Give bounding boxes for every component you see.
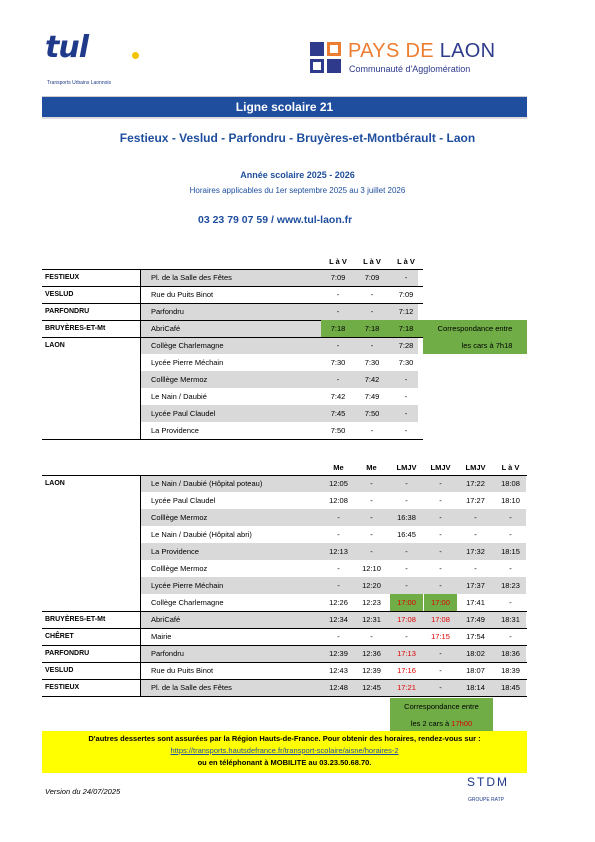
stop-name: Rue du Puits Binot (151, 666, 214, 675)
time-cell: - (404, 409, 408, 418)
table-row (42, 492, 527, 509)
time-cell: - (336, 341, 340, 350)
time-cell: 7:49 (364, 392, 380, 401)
time-cell: - (509, 513, 512, 522)
time-cell: - (439, 564, 442, 573)
time-cell: - (370, 547, 373, 556)
table-row (42, 560, 527, 577)
commune-name: VESLUD (45, 291, 74, 298)
column-separator (140, 492, 141, 509)
time-cell: - (439, 666, 442, 675)
time-cell: - (439, 513, 442, 522)
stop-name: Rue du Puits Binot (151, 290, 214, 299)
footer-link[interactable]: https://transports.hautsdefrance.fr/transport-scolaire/aisne/horaires-2 (170, 746, 399, 755)
stop-name: Collège Charlemagne (151, 598, 224, 607)
time-cell: 12:45 (362, 683, 381, 692)
column-header: LMJV (396, 463, 417, 472)
stop-name: Colllège Mermoz (151, 375, 208, 384)
time-cell: - (404, 426, 408, 435)
time-cell: 17:49 (466, 615, 485, 624)
column-separator (140, 679, 141, 696)
time-cell: - (439, 683, 442, 692)
connection-note-line-1: Correspondance entre (437, 324, 513, 333)
column-separator (140, 577, 141, 594)
version-date: Version du 24/07/2025 (45, 787, 121, 796)
time-cell: - (405, 547, 408, 556)
time-cell: - (404, 375, 408, 384)
time-cell: - (439, 547, 442, 556)
time-cell: 17:37 (466, 581, 485, 590)
time-cell: 18:02 (466, 649, 485, 658)
stop-name: Mairie (151, 632, 172, 641)
commune-name: LAON (45, 480, 65, 487)
time-cell: - (405, 479, 408, 488)
table-row (42, 577, 527, 594)
stop-name: Lycée Paul Claudel (151, 409, 216, 418)
connection-note (423, 320, 527, 354)
commune-name: FESTIEUX (45, 684, 80, 691)
time-cell: - (370, 632, 373, 641)
time-cell: 12:23 (362, 598, 381, 607)
time-cell: 7:18 (389, 320, 423, 337)
time-cell: 17:22 (466, 479, 485, 488)
time-cell: 18:39 (501, 666, 520, 675)
timetable-aller (42, 256, 527, 446)
column-separator (140, 371, 141, 388)
stop-name: Pl. de la Salle des Fêtes (151, 683, 232, 692)
time-cell: 7:18 (321, 320, 355, 337)
column-header: L à V (363, 257, 381, 266)
table-row (42, 543, 527, 560)
time-cell: - (404, 392, 408, 401)
column-separator (140, 543, 141, 560)
table-row (42, 337, 423, 354)
time-cell: 7:12 (398, 307, 414, 316)
column-header: L à V (501, 463, 520, 472)
time-cell: 12:43 (329, 666, 348, 675)
table-row (42, 269, 423, 286)
table-row (42, 354, 423, 371)
footer-info (42, 731, 527, 773)
time-cell: - (370, 530, 373, 539)
connection-note-text: les 2 cars à (410, 719, 452, 728)
time-cell: - (337, 564, 340, 573)
column-separator (140, 405, 141, 422)
column-separator (140, 422, 141, 439)
time-cell: 12:13 (329, 547, 348, 556)
footer-line-1: D'autres dessertes sont assurées par la Région Hauts-de-France. Pour obtenir des horaires, rendez-vous sur : (88, 734, 481, 743)
stop-name: Colllège Mermoz (151, 513, 208, 522)
commune-name: PARFONDRU (45, 650, 90, 657)
time-cell: - (509, 632, 512, 641)
time-cell: 18:10 (501, 496, 520, 505)
time-cell: - (336, 290, 340, 299)
connection-note-line-2: les cars à 7h18 (461, 341, 513, 350)
time-cell: - (337, 581, 340, 590)
time-cell: - (337, 530, 340, 539)
column-header: LMJV (430, 463, 451, 472)
time-cell: - (336, 307, 340, 316)
time-cell: 7:09 (364, 273, 380, 282)
time-cell: 17:15 (431, 632, 450, 641)
time-cell: - (439, 496, 442, 505)
time-cell: 17:16 (397, 666, 416, 675)
table-row (42, 405, 423, 422)
connection-note (390, 698, 493, 732)
school-year: Année scolaire 2025 - 2026 (240, 170, 355, 180)
time-cell: 17:00 (390, 594, 423, 611)
time-cell: - (509, 530, 512, 539)
column-separator (140, 337, 141, 354)
column-separator (140, 594, 141, 611)
table-row (42, 628, 527, 645)
time-cell: 18:07 (466, 666, 485, 675)
time-cell: - (474, 513, 477, 522)
table-row (42, 388, 423, 405)
time-cell: 12:39 (362, 666, 381, 675)
table-row (42, 320, 423, 337)
stop-name: AbriCafé (151, 324, 181, 333)
stdm-logo-subtitle: GROUPE RATP (468, 797, 505, 803)
pays-de-laon-mark-icon (310, 42, 342, 74)
time-cell: 7:50 (364, 409, 380, 418)
column-separator (140, 475, 141, 492)
commune-name: LAON (45, 342, 65, 349)
column-separator (140, 645, 141, 662)
time-cell: 7:50 (330, 426, 346, 435)
time-cell: - (370, 496, 373, 505)
stop-name: Parfondru (151, 649, 184, 658)
time-cell: - (439, 649, 442, 658)
tul-logo (45, 30, 145, 90)
column-separator (140, 611, 141, 628)
column-header: Me (333, 463, 344, 472)
column-header: LMJV (465, 463, 486, 472)
table-row (42, 422, 423, 439)
time-cell: 12:08 (329, 496, 348, 505)
time-cell: 12:10 (362, 564, 381, 573)
table-row (42, 645, 527, 662)
timetable-retour (42, 462, 527, 728)
time-cell: 18:23 (501, 581, 520, 590)
time-cell: - (370, 290, 374, 299)
table-row (42, 662, 527, 679)
time-cell: 7:09 (330, 273, 346, 282)
time-cell: 17:41 (466, 598, 485, 607)
time-cell: 18:15 (501, 547, 520, 556)
time-cell: - (370, 426, 374, 435)
column-header: Me (366, 463, 377, 472)
pays-de-laon-logo (310, 42, 530, 80)
stop-name: Pl. de la Salle des Fêtes (151, 273, 232, 282)
time-cell: - (405, 564, 408, 573)
table-bottom-line (42, 439, 423, 440)
column-separator (140, 509, 141, 526)
time-cell: - (370, 341, 374, 350)
time-cell: 16:45 (397, 530, 416, 539)
commune-name: CHÊRET (45, 633, 74, 640)
time-cell: 7:42 (330, 392, 346, 401)
time-cell: 12:05 (329, 479, 348, 488)
route-title: Festieux - Veslud - Parfondru - Bruyères-et-Montbérault - Laon (119, 131, 476, 145)
time-cell: - (404, 273, 408, 282)
time-cell: - (474, 530, 477, 539)
line-title: Ligne scolaire 21 (42, 96, 527, 119)
time-cell: 17:21 (397, 683, 416, 692)
tul-logo-dot (132, 52, 139, 59)
column-separator (140, 526, 141, 543)
time-cell: 7:18 (355, 320, 389, 337)
time-cell: 12:26 (329, 598, 348, 607)
time-cell: - (439, 530, 442, 539)
column-separator (140, 628, 141, 645)
commune-name: BRUYÈRES-ET-Mt (45, 325, 106, 332)
time-cell: - (370, 307, 374, 316)
stop-name: Lycée Pierre Méchain (151, 358, 224, 367)
table-row (42, 371, 423, 388)
pays-de-laon-subtitle: Communauté d'Agglomération (349, 64, 471, 74)
time-cell: 12:39 (329, 649, 348, 658)
stop-name: Le Nain / Daubié (Hôpital abri) (151, 530, 252, 539)
time-cell: 18:31 (501, 615, 520, 624)
time-cell: - (439, 581, 442, 590)
stop-name: Colllège Mermoz (151, 564, 208, 573)
column-separator (140, 303, 141, 320)
time-cell: - (439, 479, 442, 488)
time-cell: 12:31 (362, 615, 381, 624)
time-cell: - (336, 375, 340, 384)
stop-name: Le Nain / Daubié (151, 392, 207, 401)
validity-dates: Horaires applicables du 1er septembre 2025 au 3 juillet 2026 (189, 186, 406, 195)
time-cell: - (474, 564, 477, 573)
time-cell: - (405, 496, 408, 505)
time-cell: 18:36 (501, 649, 520, 658)
table-row (42, 509, 527, 526)
column-separator (140, 269, 141, 286)
stop-name: AbriCafé (151, 615, 181, 624)
time-cell: 7:30 (364, 358, 380, 367)
time-cell: 16:38 (397, 513, 416, 522)
time-cell: 17:32 (466, 547, 485, 556)
commune-name: BRUYÈRES-ET-Mt (45, 616, 106, 623)
column-header: L à V (329, 257, 347, 266)
time-cell: - (509, 598, 512, 607)
tul-logo-subtitle: Transports Urbains Laonnois (47, 80, 112, 86)
time-cell: 17:00 (424, 594, 457, 611)
time-cell: 12:34 (329, 615, 348, 624)
time-cell: 12:20 (362, 581, 381, 590)
commune-name: VESLUD (45, 667, 74, 674)
time-cell: 7:09 (398, 290, 414, 299)
time-cell: 7:28 (398, 341, 414, 350)
connection-note-time: 17h00 (451, 719, 473, 728)
table-row (42, 475, 527, 492)
time-cell: 18:14 (466, 683, 485, 692)
commune-name: PARFONDRU (45, 308, 90, 315)
time-cell: - (370, 479, 373, 488)
time-cell: - (370, 513, 373, 522)
stop-name: Lycée Paul Claudel (151, 496, 216, 505)
time-cell: 17:27 (466, 496, 485, 505)
tul-logo-word: tul (45, 30, 88, 65)
time-cell: - (405, 581, 408, 590)
table-row (42, 286, 423, 303)
time-cell: 7:30 (398, 358, 414, 367)
table-bottom-line (42, 696, 527, 697)
table-row (42, 526, 527, 543)
stop-name: Parfondru (151, 307, 184, 316)
time-cell: 7:45 (330, 409, 346, 418)
stop-name: Le Nain / Daubié (Hôpital poteau) (151, 479, 263, 488)
connection-note-line-1: Correspondance entre (404, 702, 479, 711)
stop-name: Collège Charlemagne (151, 341, 224, 350)
column-separator (140, 388, 141, 405)
column-separator (140, 286, 141, 303)
table-row (42, 611, 527, 628)
table-row (42, 679, 527, 696)
time-cell: 17:54 (466, 632, 485, 641)
time-cell: 12:48 (329, 683, 348, 692)
table-row (42, 303, 423, 320)
time-cell: 7:30 (330, 358, 346, 367)
column-separator (140, 320, 141, 337)
connection-note-line-2 (390, 715, 493, 732)
column-separator (140, 662, 141, 679)
contact-info: 03 23 79 07 59 / www.tul-laon.fr (198, 214, 353, 226)
stop-name: La Providence (151, 426, 199, 435)
pays-de-laon-title: PAYS DE LAON (348, 40, 496, 62)
time-cell: 17:13 (397, 649, 416, 658)
time-cell: 17:08 (431, 615, 450, 624)
time-cell: 17:08 (397, 615, 416, 624)
stdm-logo: STDM (467, 775, 509, 789)
footer-line-3: ou en téléphonant à MOBILITE au 03.23.50.68.70. (197, 758, 372, 767)
time-cell: - (337, 632, 340, 641)
stop-name: La Providence (151, 547, 199, 556)
table-row (42, 594, 527, 611)
time-cell: 18:45 (501, 683, 520, 692)
time-cell: - (405, 632, 408, 641)
time-cell: - (509, 564, 512, 573)
commune-name: FESTIEUX (45, 274, 80, 281)
time-cell: 12:36 (362, 649, 381, 658)
time-cell: - (337, 513, 340, 522)
column-separator (140, 560, 141, 577)
time-cell: 7:42 (364, 375, 380, 384)
stop-name: Lycée Pierre Méchain (151, 581, 224, 590)
time-cell: 18:08 (501, 479, 520, 488)
column-separator (140, 354, 141, 371)
column-header: L à V (397, 257, 415, 266)
